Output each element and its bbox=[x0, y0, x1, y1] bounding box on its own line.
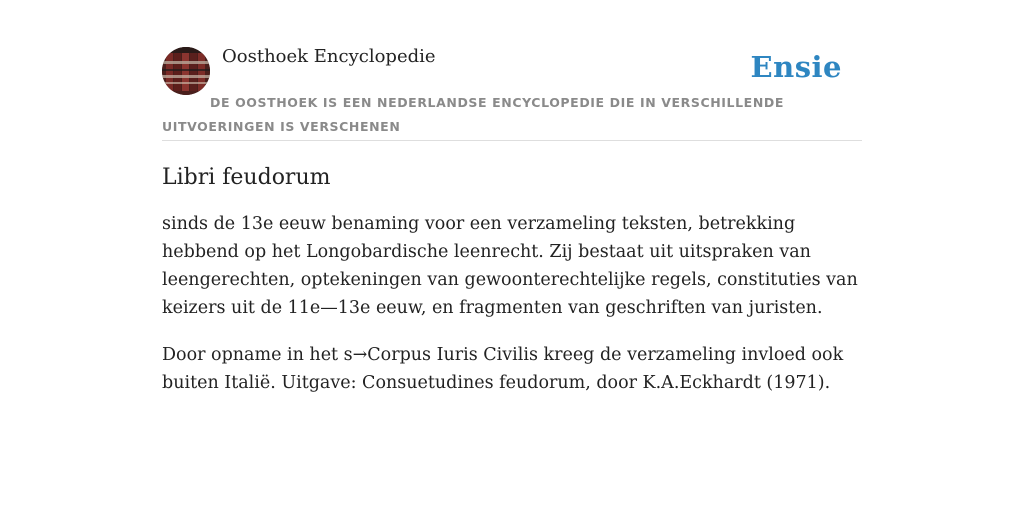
encyclopedia-books-avatar[interactable] bbox=[162, 47, 210, 95]
article-title: Libri feudorum bbox=[162, 165, 331, 190]
article-paragraph: sinds de 13e eeuw benaming voor een verzameling teksten, betrekking hebbend op het Longobardische leenrecht. Zij bestaat uit uitspraken van leengerechten, optekeningen van gewoonterechtelijke regels, constituties van keizers uit de 11e—13e eeuw, en fragmenten van geschriften van juristen. bbox=[162, 214, 858, 318]
source-tagline: DE OOSTHOEK IS EEN NEDERLANDSE ENCYCLOPEDIE DIE IN VERSCHILLENDE UITVOERINGEN IS VERSCHENEN bbox=[162, 95, 784, 134]
article-paragraph bbox=[162, 341, 862, 397]
paragraph-text: kreeg de verzameling invloed ook buiten Italië. Uitgave: Consuetudines feudorum, door K.A.Eckhardt (1971). bbox=[162, 345, 844, 393]
books-icon bbox=[162, 47, 210, 95]
corpus-iuris-civilis-link[interactable]: s→Corpus Iuris Civilis bbox=[343, 345, 538, 365]
source-header bbox=[162, 44, 862, 141]
paragraph-text: Door opname in het bbox=[162, 345, 344, 365]
article-content bbox=[162, 160, 862, 397]
source-title[interactable]: Oosthoek Encyclopedie bbox=[222, 46, 436, 67]
ensie-logo[interactable]: Ensie bbox=[750, 50, 842, 84]
